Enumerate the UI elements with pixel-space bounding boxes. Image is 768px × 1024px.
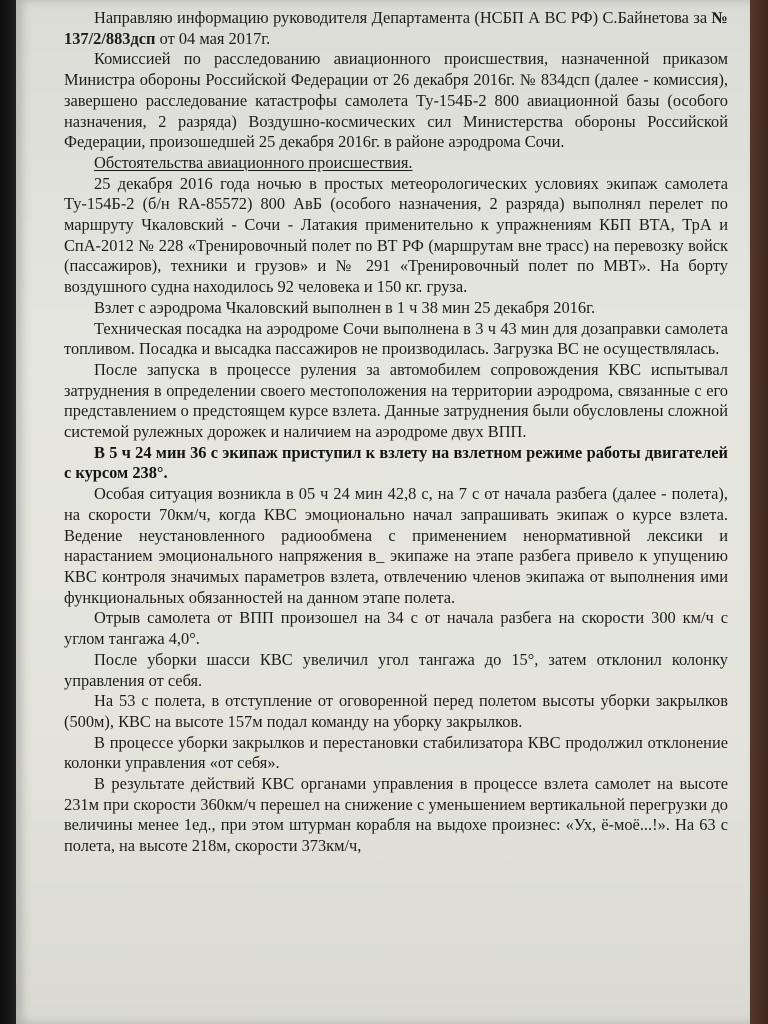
paragraph-technical-landing: Техническая посадка на аэродроме Сочи выполнена в 3 ч 43 мин для дозаправки самолета топливом. Посадка и высадка пассажиров не производилась. Загрузка ВС не осуществлялась. (64, 318, 728, 359)
document-number: № 137/2/883дсп (64, 8, 728, 48)
paragraph-result: В результате действий КВС органами управления в процессе взлета самолет на высоте 231м при скорости 360км/ч перешел на снижение с уменьшением вертикальной перегрузки до величины менее 1ед., при этом штурман корабля на выдохе произнес: «Ух, ё-моё...!». На 63 с полета, на высоте 218м, скорости 373км/ч, (64, 774, 728, 856)
intro-paragraph (64, 8, 728, 49)
paragraph-taxiing: После запуска в процессе руления за автомобилем сопровождения КВС испытывал затруднения в определении своего местоположения на территории аэродрома, связанные с его представлением о предстоящем курсе взлета. Данные затруднения были обусловлены сложной системой рулежных дорожек и наличием на аэродроме двух ВПП. (64, 359, 728, 442)
intro-text-1: Направляю информацию руководителя Департамента (НСБП А ВС РФ) С.Байнетова за (94, 8, 712, 27)
paragraph-flaps-process: В процессе уборки закрылков и перестановки стабилизатора КВС продолжил отклонение колонки управления «от себя». (64, 732, 728, 773)
section-heading: Обстоятельства авиационного происшествия. (94, 152, 413, 172)
paragraph-flaps-command: На 53 с полета, в отступление от оговоренной перед полетом высоты уборки закрылков (500м), КВС на высоте 157м подал команду на уборку закрылков. (64, 691, 728, 731)
paragraph-gear-retraction: После уборки шасси КВС увеличил угол тангажа до 15°, затем отклонил колонку управления от себя. (64, 649, 728, 690)
paragraph-special-situation: Особая ситуация возникла в 05 ч 24 мин 42,8 с, на 7 с от начала разбега (далее - полета), на скорости 70км/ч, когда КВС эмоционально начал запрашивать экипаж о курсе взлета. Ведение неустановленного радиообмена с применением ненормативной лексики и нарастанием эмоционального напряжения в_ экипаже на этапе разбега привело к упущению КВС контроля значимых параметров взлета, отвлечению членов экипажа от выполнения ими функциональных обязанностей на данном этапе полета. (64, 484, 728, 607)
paragraph-flight: 25 декабря 2016 года ночью в простых метеорологических условиях экипаж самолета Ту-154Б-2 (б/н RA-85572) 800 АвБ (особого назначения, 2 разряда) выполнял перелет по маршруту Чкаловский - Сочи - Латакия применительно к упражнениям КБП ВТА, ТрА и СпА-2012 № 228 «Тренировочный полет по ВТ РФ (маршрутам вне трасс) на перевозку войск (пассажиров), техники и грузов» и № 291 «Тренировочный полет по МВТ». На борту воздушного судна находилось 92 человека и 150 кг. груза. (64, 173, 728, 297)
intro-text-2: от 04 мая 2017г. (155, 28, 271, 48)
document-body (64, 8, 728, 857)
paragraph-takeoff-start: В 5 ч 24 мин 36 с экипаж приступил к взлету на взлетном режиме работы двигателей с курсом 238°. (64, 442, 728, 483)
paragraph-takeoff-chkalovsky: Взлет с аэродрома Чкаловский выполнен в 1 ч 38 мин 25 декабря 2016г. (94, 297, 596, 317)
document-page (16, 0, 750, 1024)
paragraph-liftoff: Отрыв самолета от ВПП произошел на 34 с от начала разбега на скорости 300 км/ч с углом тангажа 4,0°. (64, 608, 728, 649)
paragraph-commission: Комиссией по расследованию авиационного происшествия, назначенной приказом Министра обороны Российской Федерации от 26 декабря 2016г. № 834дсп (далее - комиссия), завершено расследование катастрофы самолета Ту-154Б-2 800 авиационной базы (особого назначения, 2 разряда) Воздушно-космических сил Министерства обороны Российской Федерации, произошедшей 25 декабря 2016г. в районе аэродрома Сочи. (64, 49, 728, 152)
